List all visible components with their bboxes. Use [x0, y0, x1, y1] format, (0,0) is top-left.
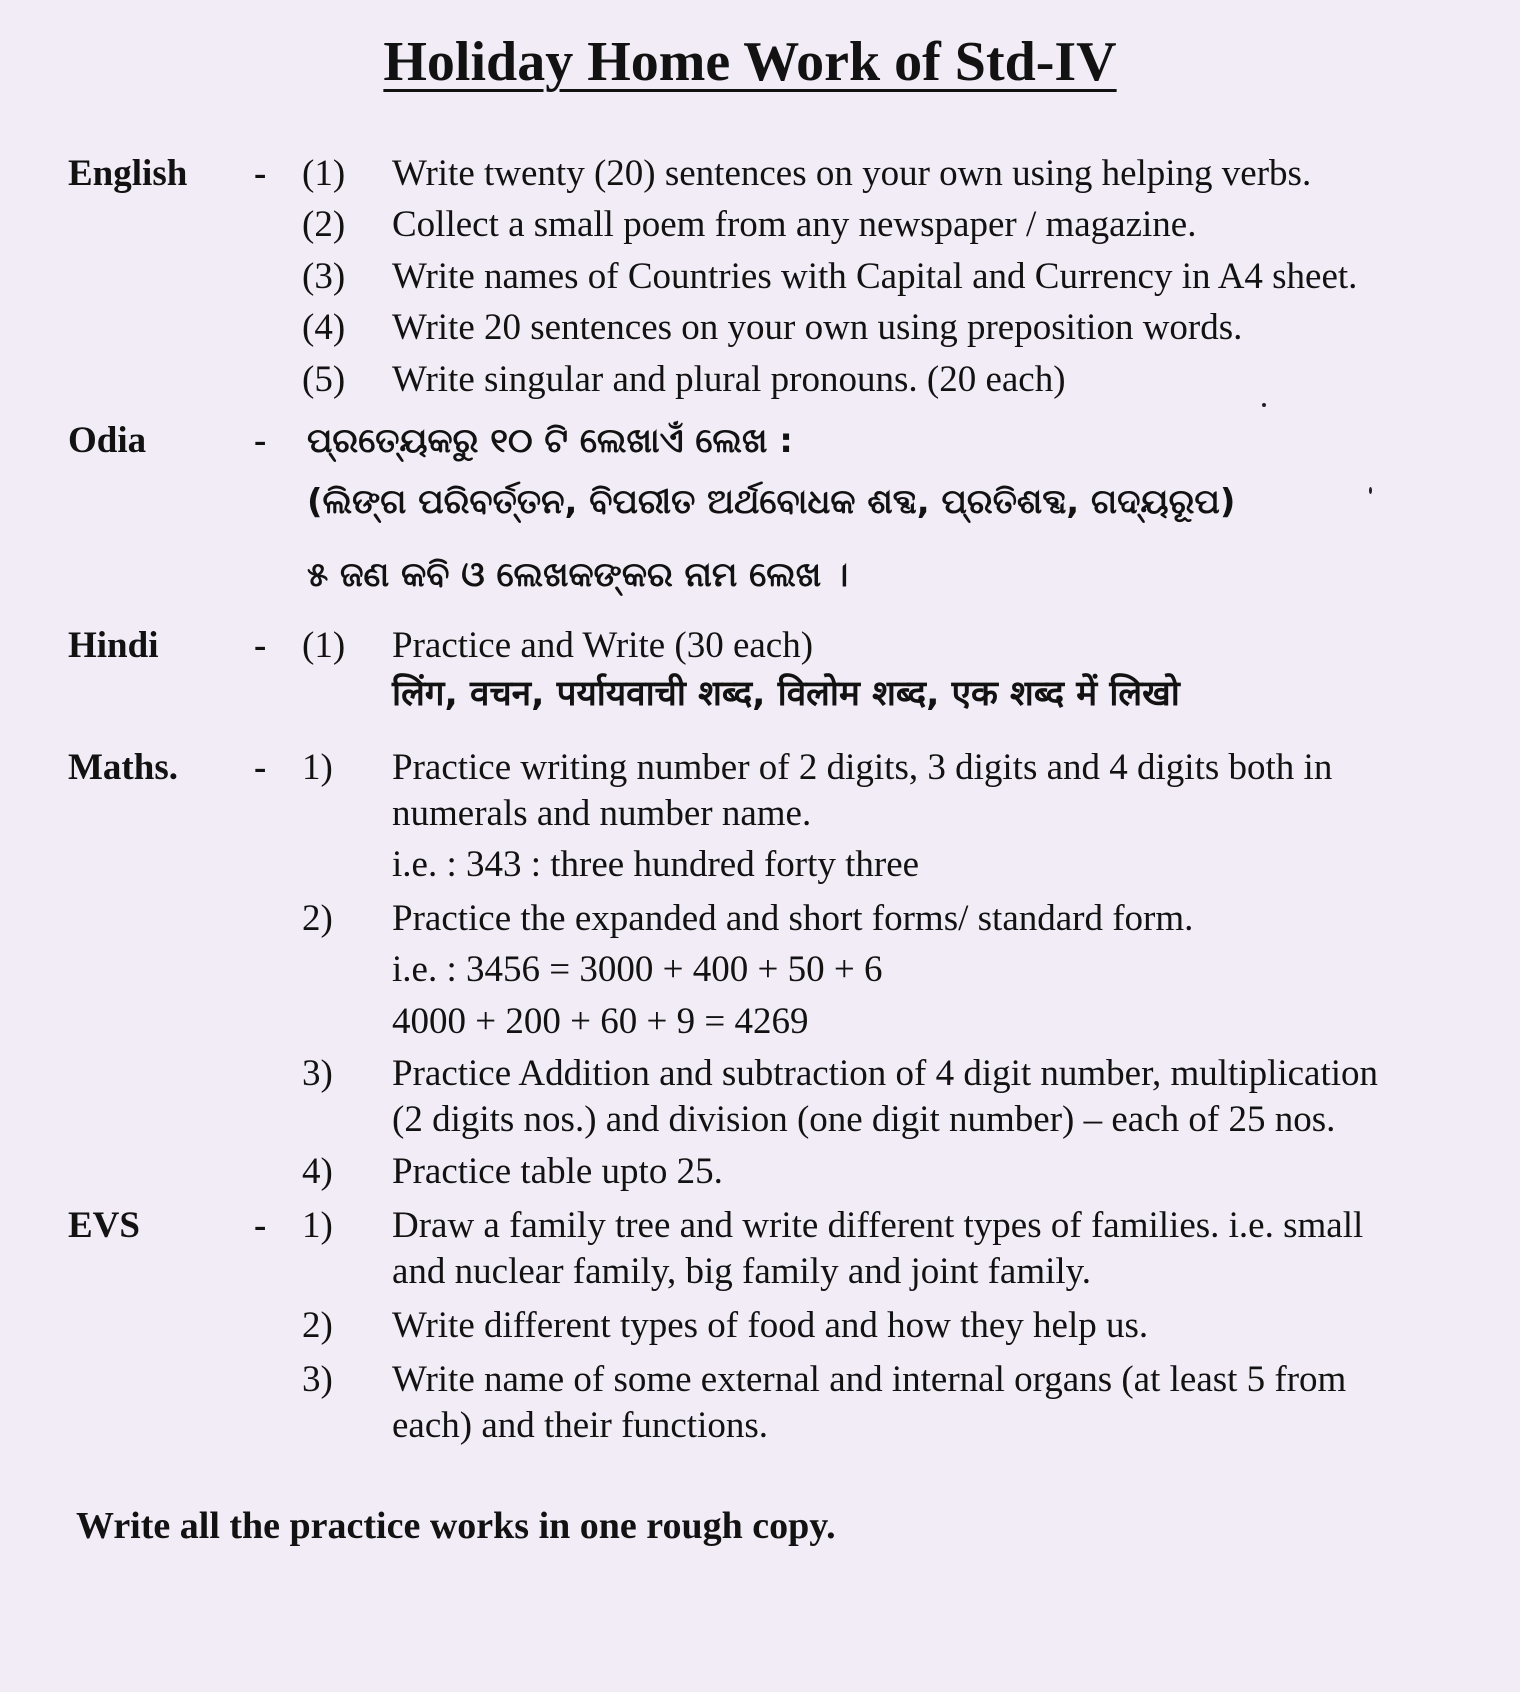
item-text: Draw a family tree and write different types of families. i.e. small [392, 1205, 1364, 1246]
subject-hindi: Hindi [68, 625, 159, 666]
item-number: 2) [302, 898, 333, 939]
item-text: Practice table upto 25. [392, 1151, 723, 1192]
item-number: 3) [302, 1359, 333, 1400]
subject-dash: - [254, 153, 267, 194]
ink-speck [1369, 487, 1372, 494]
hindi-line: लिंग, वचन, पर्यायवाची शब्द, विलोम शब्द, एक शब्द में लिखो [392, 674, 1180, 714]
item-number: (2) [302, 204, 346, 245]
subject-english: English [68, 153, 188, 194]
footer-note: Write all the practice works in one rough copy. [76, 1505, 836, 1547]
item-number: 4) [302, 1151, 333, 1192]
item-text: Write 20 sentences on your own using preposition words. [392, 307, 1243, 348]
item-number: (1) [302, 153, 346, 194]
item-text: i.e. : 343 : three hundred forty three [392, 844, 920, 885]
item-text: Write name of some external and internal organs (at least 5 from [392, 1359, 1347, 1400]
odia-line: (ଲିଙ୍ଗ ପରିବର୍ତ୍ତନ, ବିପରୀତ ଅର୍ଥବୋଧକ ଶବ୍ଦ, ପ୍ରତିଶବ୍ଦ, ଗଦ୍ୟରୂପ) [307, 482, 1236, 522]
page-title: Holiday Home Work of Std-IV [383, 31, 1117, 93]
item-text: and nuclear family, big family and joint family. [392, 1251, 1092, 1292]
item-text: (2 digits nos.) and division (one digit number) – each of 25 nos. [392, 1099, 1336, 1140]
item-number: (4) [302, 307, 346, 348]
ink-speck [1262, 403, 1266, 407]
item-number: (5) [302, 359, 346, 400]
item-text: Practice the expanded and short forms/ standard form. [392, 898, 1194, 939]
item-text: Practice writing number of 2 digits, 3 digits and 4 digits both in [392, 747, 1333, 788]
item-text: Collect a small poem from any newspaper / magazine. [392, 204, 1197, 245]
item-number: 2) [302, 1305, 333, 1346]
item-text: Practice Addition and subtraction of 4 digit number, multiplication [392, 1053, 1379, 1094]
item-text: i.e. : 3456 = 3000 + 400 + 50 + 6 [392, 949, 883, 990]
item-text: Write twenty (20) sentences on your own using helping verbs. [392, 153, 1312, 194]
item-text: numerals and number name. [392, 793, 812, 834]
item-text: Write names of Countries with Capital and Currency in A4 sheet. [392, 256, 1358, 297]
item-number: 1) [302, 1205, 333, 1246]
subject-dash: - [254, 625, 267, 666]
item-text: each) and their functions. [392, 1405, 769, 1446]
item-text: Practice and Write (30 each) [392, 625, 814, 666]
item-text: Write different types of food and how they help us. [392, 1305, 1149, 1346]
subject-dash: - [254, 420, 267, 461]
item-text: 4000 + 200 + 60 + 9 = 4269 [392, 1001, 809, 1042]
item-number: (3) [302, 256, 346, 297]
subject-dash: - [254, 747, 267, 788]
item-number: (1) [302, 625, 346, 666]
odia-line: ୫ ଜଣ କବି ଓ ଲେଖକଙ୍କର ନାମ ଲେଖ । [307, 555, 849, 595]
subject-evs: EVS [68, 1205, 140, 1246]
subject-dash: - [254, 1205, 267, 1246]
odia-line: ପ୍ରତ୍ୟେକରୁ ୧୦ ଟି ଲେଖାଏଁ ଲେଖ : [307, 421, 793, 461]
subject-odia: Odia [68, 420, 147, 461]
item-number: 1) [302, 747, 333, 788]
subject-maths: Maths. [68, 747, 178, 788]
item-number: 3) [302, 1053, 333, 1094]
item-text: Write singular and plural pronouns. (20 each) [392, 359, 1066, 400]
